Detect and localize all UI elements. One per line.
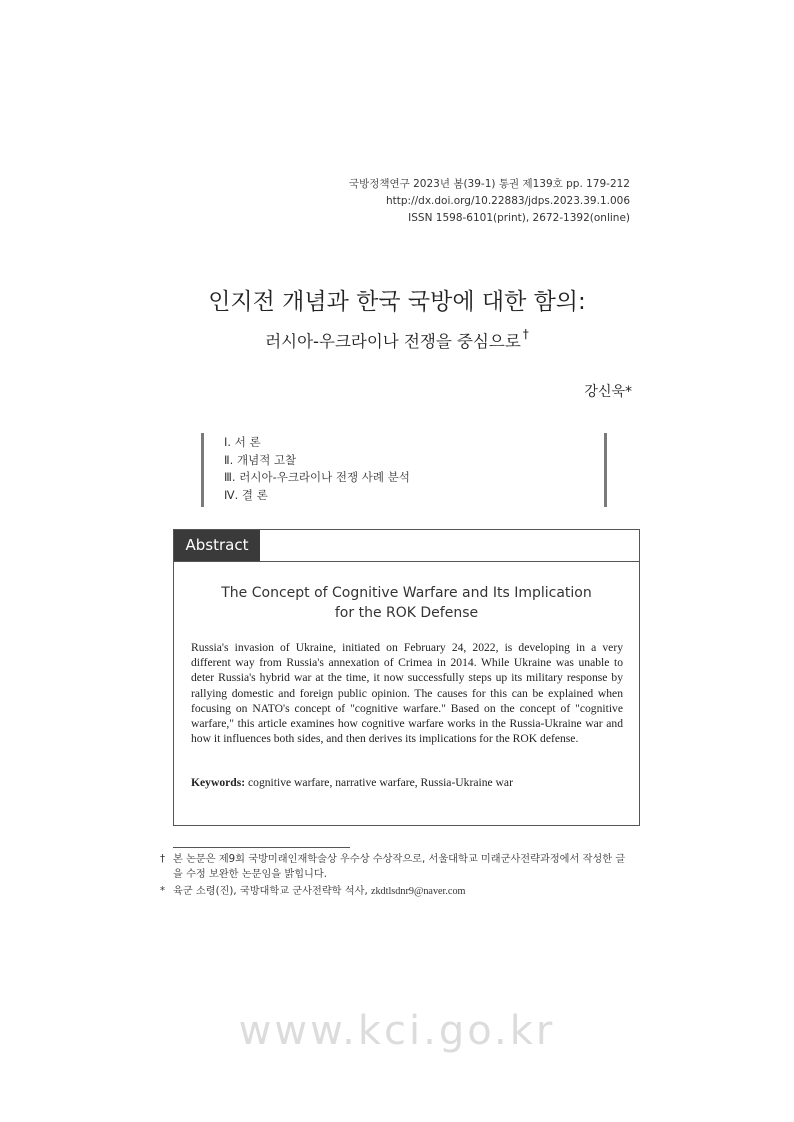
abstract-box (173, 529, 640, 826)
watermark: www.kci.go.kr (238, 1008, 556, 1054)
author-email[interactable]: zkdtlsdnr9@naver.com (370, 885, 466, 897)
journal-line: 국방정책연구 2023년 봄(39-1) 통권 제139호 pp. 179-212 (348, 178, 630, 190)
footnote (160, 852, 635, 883)
issn-line: ISSN 1598-6101(print), 2672-1392(online) (408, 212, 630, 224)
keywords (191, 776, 623, 789)
footnote (160, 884, 635, 899)
keywords-label: Keywords: (191, 776, 246, 789)
toc-item: Ⅰ. 서 론 (224, 435, 261, 449)
doi-link[interactable]: http://dx.doi.org/10.22883/jdps.2023.39.1.006 (386, 195, 630, 207)
english-title-line: The Concept of Cognitive Warfare and Its Implication (221, 585, 592, 601)
footnote-mark: † (160, 854, 166, 865)
abstract-body: Russia's invasion of Ukraine, initiated on February 24, 2022, is developing in a very different way from Russia's annexation of Crimea in 2014. While Ukraine was unable to deter Russia's hybrid war at the time, it now successfully steps up its military response by rallying domestic and foreign public opinion. The causes for this can be explained when focusing on NATO's concept of "cognitive warfare." Based on the concept of "cognitive warfare," this article examines how cognitive warfare works in the Russia-Ukraine war and how it influences both sides, and then derives its implications for the ROK defense. (191, 641, 623, 746)
toc-item: Ⅱ. 개념적 고찰 (224, 452, 297, 467)
english-title-line: for the ROK Defense (334, 605, 479, 621)
toc-item: Ⅳ. 결 론 (224, 487, 268, 502)
toc-item: Ⅲ. 러시아-우크라이나 전쟁 사례 분석 (224, 470, 410, 484)
table-of-contents (201, 433, 607, 507)
abstract-divider (174, 561, 639, 562)
english-title (214, 583, 599, 623)
keywords-text: cognitive warfare, narrative warfare, Russia-Ukraine war (248, 776, 513, 789)
footnote-text: 육군 소령(진), 국방대학교 군사전략학 석사, (173, 885, 368, 897)
footnotes (160, 852, 635, 900)
paper-title: 인지전 개념과 한국 국방에 대한 함의: (208, 289, 586, 315)
dagger-mark: † (522, 327, 529, 341)
footnote-mark: * (160, 885, 166, 897)
footnote-text: 본 논문은 제9회 국방미래인재학술상 우수상 수상작으로, 서울대학교 미래군사전략과정에서 작성한 글을 수정 보완한 논문임을 밝힙니다. (173, 854, 626, 881)
subtitle-text: 러시아-우크라이나 전쟁을 중심으로 (265, 332, 521, 351)
footnote-divider (173, 847, 350, 848)
author-name: 강신욱* (584, 384, 632, 400)
paper-subtitle (0, 327, 794, 352)
publication-info (349, 176, 630, 227)
abstract-label: Abstract (174, 530, 260, 561)
